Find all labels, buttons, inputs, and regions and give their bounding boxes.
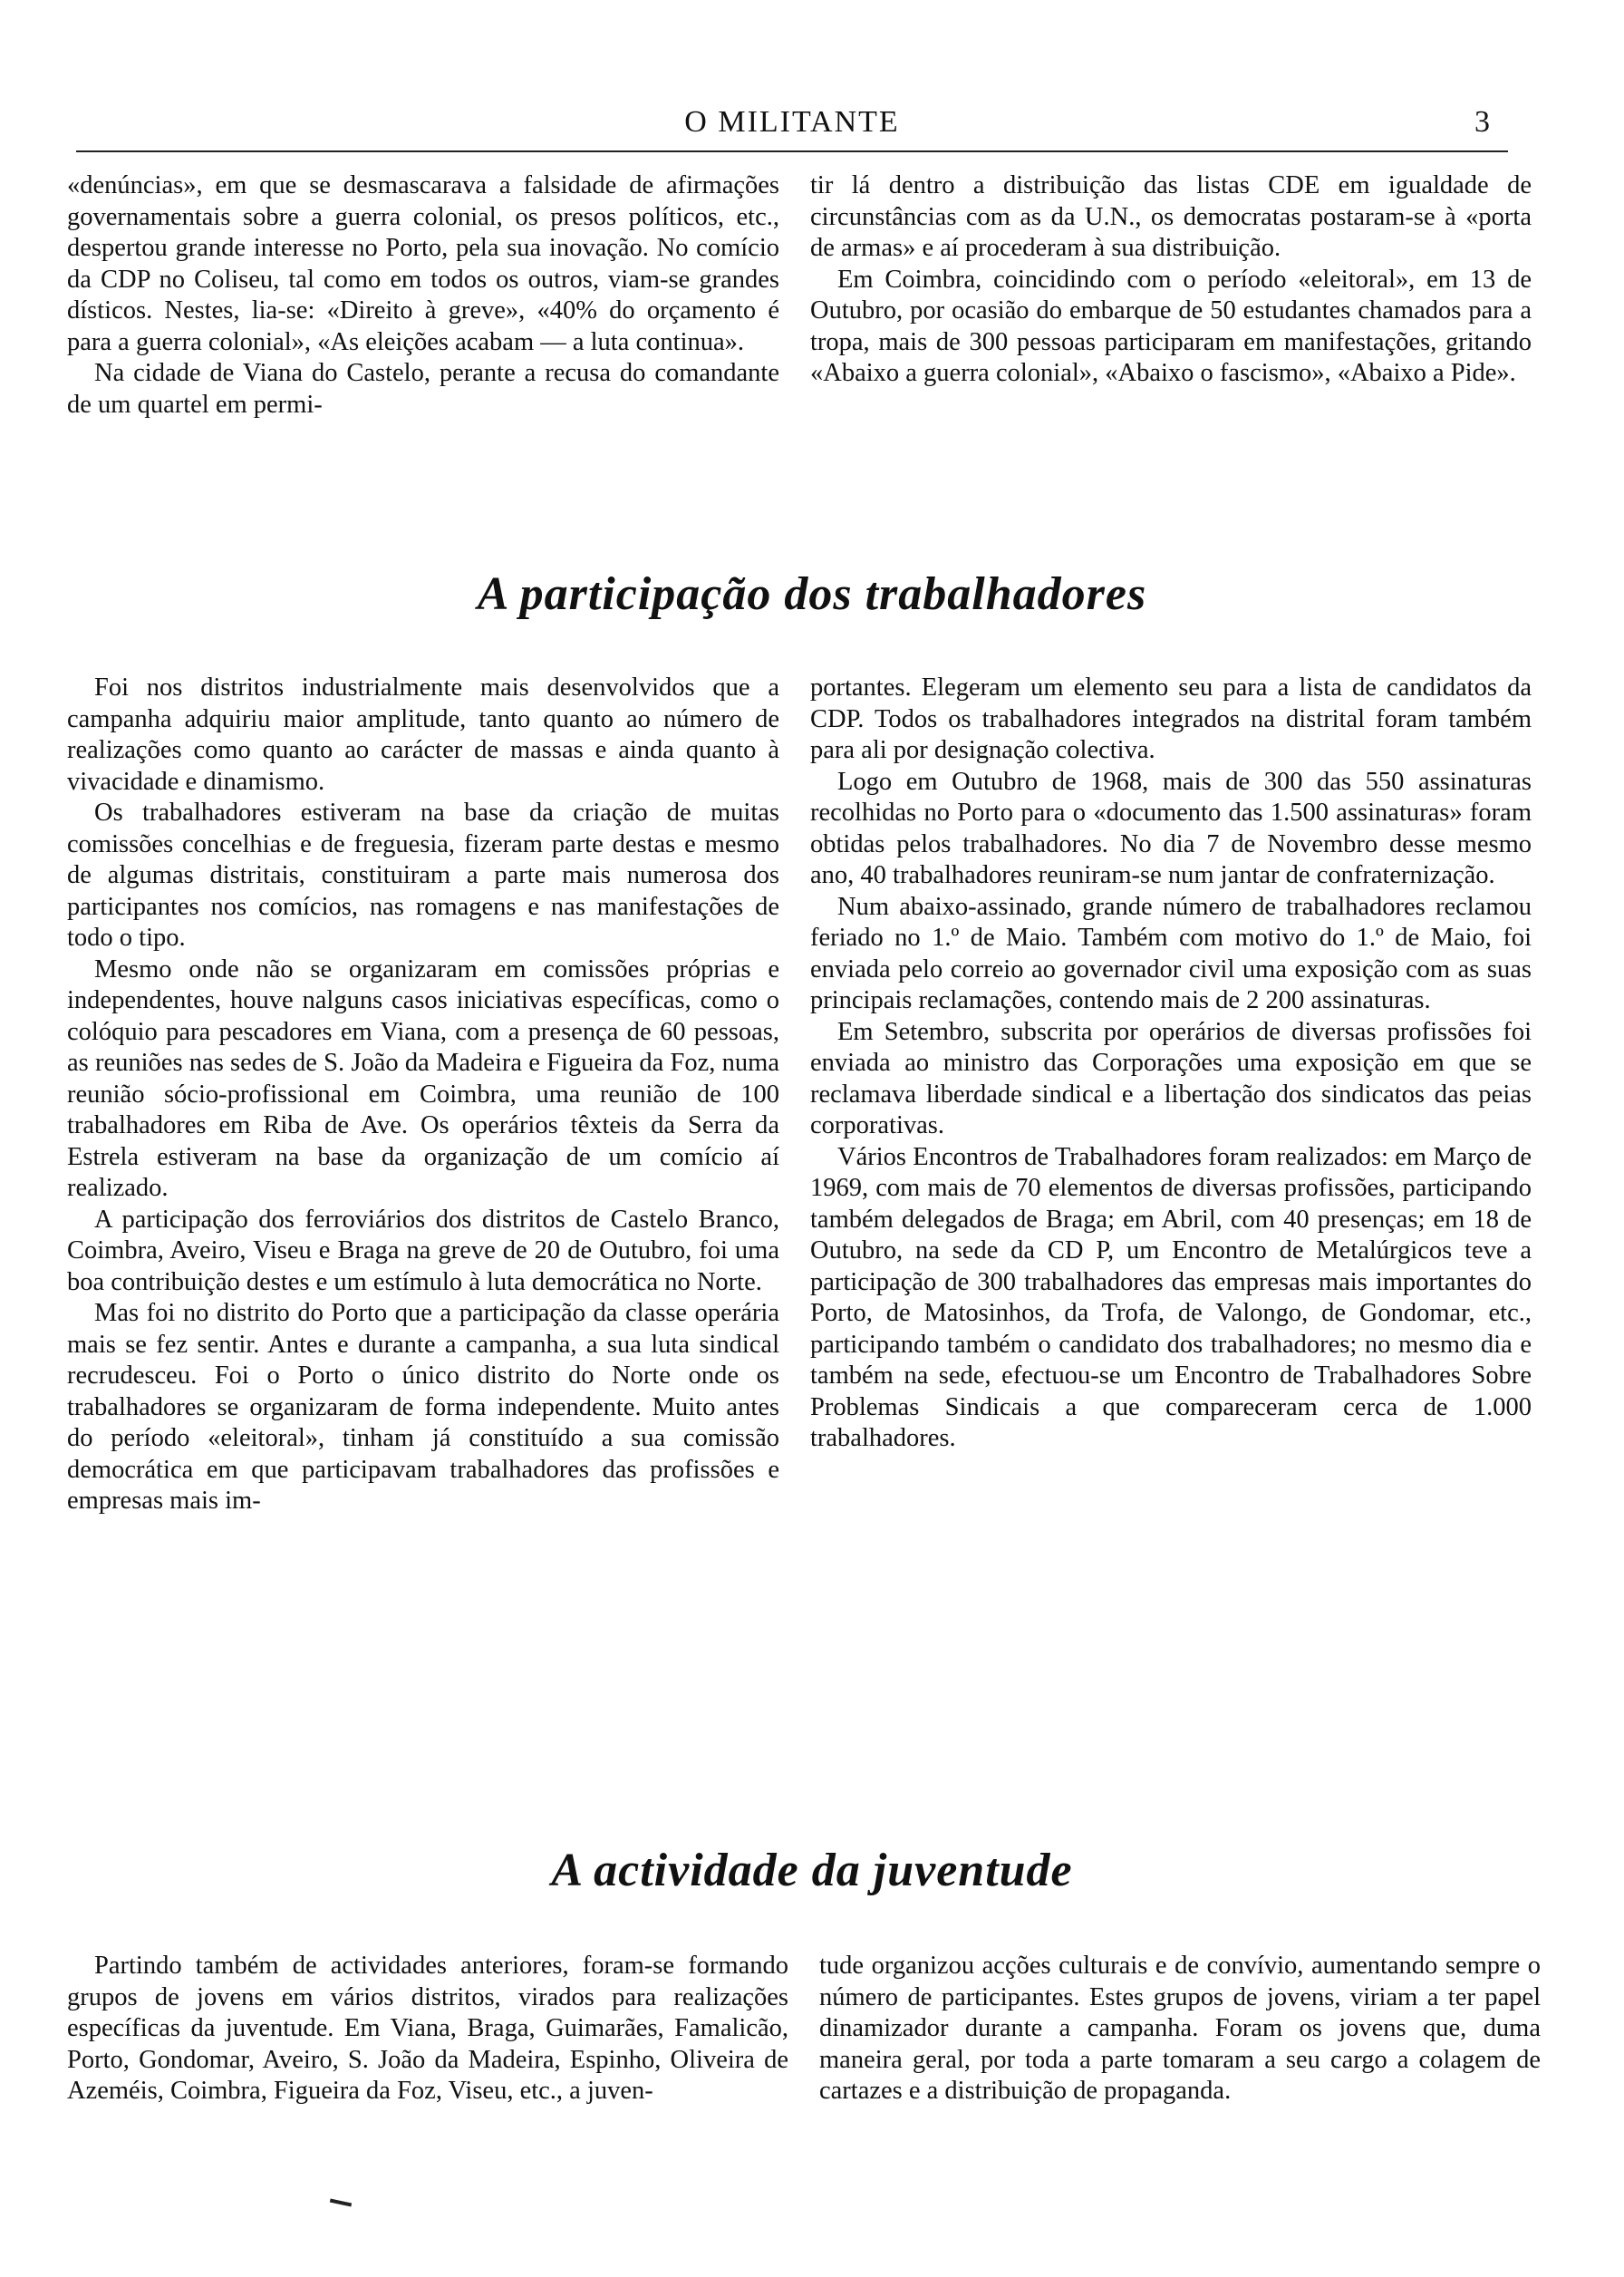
paragraph: portantes. Elegeram um elemento seu para a lista de candidatos da CDP. Todos os trabalhadores integrados na distrital foram também para ali por designação colectiva. bbox=[810, 673, 1532, 764]
paragraph: tude organizou acções culturais e de convívio, aumentando sempre o número de participantes. Estes grupos de jovens, viriam a ter papel dinamizador durante a campanha. Foram os jovens que, duma maneira geral, por toda a parte tomaram a seu cargo a colagem de cartazes e a distribuição de propaganda. bbox=[819, 1952, 1541, 2105]
section-heading-workers: A participação dos trabalhadores bbox=[477, 568, 1147, 620]
paragraph: Logo em Outubro de 1968, mais de 300 das 550 assinaturas recolhidas no Porto para o «documento das 1.500 assinaturas» foram obtidas pelos trabalhadores. No dia 7 de Novembro desse mesmo ano, 40 trabalhadores reuniram-se num jantar de confraternização. bbox=[810, 767, 1532, 889]
paragraph: Em Setembro, subscrita por operários de diversas profissões foi enviada ao ministro das Corporações uma exposição em que se reclamava liberdade sindical e a libertação dos sindicatos das peias corporativas. bbox=[810, 1017, 1532, 1139]
youth-right-column bbox=[819, 1951, 1541, 2107]
paragraph: Partindo também de actividades anteriores, foram-se formando grupos de jovens em vários distritos, virados para realizações específicas da juventude. Em Viana, Braga, Guimarães, Famalicão, Porto, Gondomar, Aveiro, S. João da Madeira, Espinho, Oliveira de Azeméis, Coimbra, Figueira da Foz, Viseu, etc., a juven- bbox=[67, 1952, 788, 2105]
paragraph: Foi nos distritos industrialmente mais desenvolvidos que a campanha adquiriu maior amplitude, tanto quanto ao número de realizações como quanto ao carácter de massas e ainda quanto à vivacidade e dinamismo. bbox=[67, 673, 779, 796]
publication-title: O MILITANTE bbox=[684, 105, 900, 139]
paragraph: Na cidade de Viana do Castelo, perante a recusa do comandante de um quartel em permi- bbox=[67, 359, 779, 419]
paragraph: Os trabalhadores estiveram na base da criação de muitas comissões concelhias e de freguesia, fizeram parte destas e mesmo de algumas distritais, constituiram a parte mais numerosa dos participantes nos comícios, nas romagens e nas manifestações de todo o tipo. bbox=[67, 799, 779, 952]
paragraph: tir lá dentro a distribuição das listas CDE em igualdade de circunstâncias com as da U.N., os democratas postaram-se à «porta de armas» e aí procederam à sua distribuição. bbox=[810, 171, 1532, 262]
paragraph: Vários Encontros de Trabalhadores foram realizados: em Março de 1969, com mais de 70 elementos de diversas profissões, participando também delegados de Braga; em Abril, com 40 presenças; em 18 de Outubro, na sede da CD P, um Encontro de Metalúrgicos teve a participação de 300 trabalhadores das empresas mais importantes do Porto, de Matosinhos, da Trofa, de Valongo, de Gondomar, etc., participando também o candidato dos trabalhadores; no mesmo dia e também na sede, efectuou-se um Encontro de Trabalhadores Sobre Problemas Sindicais a que compareceram cerca de 1.000 trabalhadores. bbox=[810, 1142, 1532, 1452]
workers-left-column bbox=[67, 673, 779, 1517]
section-heading-youth: A actividade da juventude bbox=[551, 1845, 1073, 1896]
youth-left-column bbox=[67, 1951, 788, 2107]
paragraph: Em Coimbra, coincidindo com o período «eleitoral», em 13 de Outubro, por ocasião do embarque de 50 estudantes chamados para a tropa, mais de 300 pessoas participaram em manifestações, gritando «Abaixo a guerra colonial», «Abaixo o fascismo», «Abaixo a Pide». bbox=[810, 265, 1532, 387]
workers-right-column bbox=[810, 673, 1532, 1455]
header-rule bbox=[76, 150, 1508, 152]
ink-mark bbox=[330, 2199, 352, 2207]
paragraph: Num abaixo-assinado, grande número de trabalhadores reclamou feriado no 1.º de Maio. Também com motivo do 1.º de Maio, foi enviada pelo correio ao governador civil uma exposição com as suas principais reclamações, contendo mais de 2 200 assinaturas. bbox=[810, 892, 1532, 1014]
paragraph: Mesmo onde não se organizaram em comissões próprias e independentes, houve nalguns casos iniciativas específicas, como o colóquio para pescadores em Viana, com a presença de 60 pessoas, as reuniões nas sedes de S. João da Madeira e Figueira da Foz, numa reunião sócio-profissional em Coimbra, uma reunião de 100 trabalhadores em Riba de Ave. Os operários têxteis da Serra da Estrela estiveram na base da organização de um comício aí realizado. bbox=[67, 954, 779, 1202]
page-header bbox=[76, 105, 1508, 147]
page-number: 3 bbox=[1474, 105, 1490, 139]
intro-left-column bbox=[67, 170, 779, 421]
intro-right-column bbox=[810, 170, 1532, 390]
paragraph: «denúncias», em que se desmascarava a falsidade de afirmações governamentais sobre a guerra colonial, os presos políticos, etc., despertou grande interesse no Porto, pela sua inovação. No comício da CDP no Coliseu, tal como em todos os outros, viam-se grandes dísticos. Nestes, lia-se: «Direito à greve», «40% do orçamento é para a guerra colonial», «As eleições acabam — a luta continua». bbox=[67, 171, 779, 356]
paragraph: A participação dos ferroviários dos distritos de Castelo Branco, Coimbra, Aveiro, Viseu e Braga na greve de 20 de Outubro, foi uma boa contribuição destes e um estímulo à luta democrática no Norte. bbox=[67, 1205, 779, 1296]
paragraph: Mas foi no distrito do Porto que a participação da classe operária mais se fez sentir. Antes e durante a campanha, a sua luta sindical recrudesceu. Foi o Porto o único distrito do Norte onde os trabalhadores se organizaram de forma independente. Muito antes do período «eleitoral», tinham já constituído a sua comissão democrática em que participavam trabalhadores das profissões e empresas mais im- bbox=[67, 1299, 779, 1515]
